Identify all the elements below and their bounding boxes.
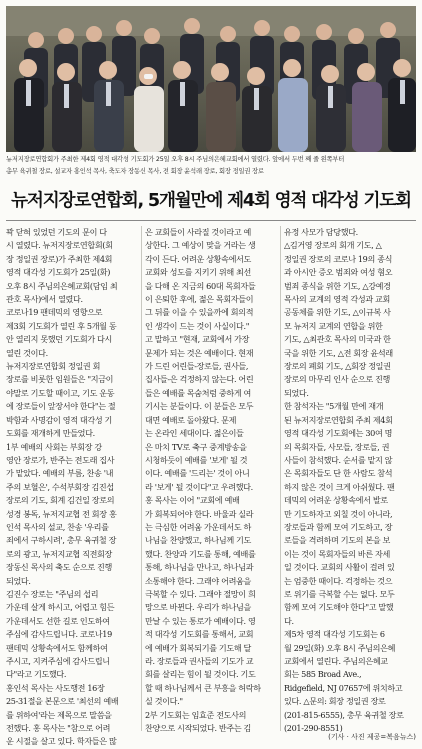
column-divider (280, 226, 281, 731)
article-line: 로의 광고, 뉴저지교협 직전회장 (6, 548, 112, 559)
article-line: 장 정일권 장로)가 주최한 제4회 (6, 253, 113, 264)
article-line: 장로의 마무리 인사 순으로 진행 (284, 374, 390, 385)
article-line: 극복할 수 있다. 그래야 절망이 희 (145, 588, 256, 599)
article-line: 상한다. 그 예상이 맞을 거라는 생 (145, 240, 256, 251)
article-line: 정일권 장로의 코로나 19의 종식 (284, 253, 393, 264)
photo-credit: (기사 · 사진 제공=복음뉴스) (328, 733, 416, 741)
article-line: 인석 목사의 설교, 찬송 '우리를 (6, 521, 109, 532)
article-line: 은 목회자들도 단 한 사람도 참석 (284, 468, 393, 479)
article-line: 기도, △최관호 목사의 미국과 한 (284, 334, 391, 345)
article-line: 적 대각성 기도회를 통해서, 교회 (145, 629, 254, 640)
article-line: 장동신 목사의 축도 순으로 진행 (6, 562, 112, 573)
article-line: 은 교회들이 사라질 것이라고 예 (145, 227, 251, 237)
article-line: 전했다. 홍 목사는 "참으로 어려 (6, 723, 111, 734)
group-photo (6, 6, 416, 152)
article-line: 에 예배가 회복되기를 기도해 달 (145, 642, 251, 653)
article-line: 제3회 기도회가 열린 후 5개월 동 (6, 320, 117, 331)
article-line: 데믹의 어려운 상황속에서 발로 (284, 495, 388, 506)
article-line: 찬양으로 시작되었다. 반주는 김 (145, 723, 251, 734)
article-line: 사들이 참석했다. 순서를 맡지 않 (284, 454, 393, 465)
article-line: 안 열리지 못했던 기도회가 다시 (6, 334, 112, 345)
article-line: 일 것이다. 교회의 사활이 걸려 있 (284, 562, 395, 573)
article-line: 대면 예배로 돌아왔다. 문제 (145, 414, 237, 425)
article-line: 집사들-은 걱정하지 않는다. 어린 (145, 374, 254, 385)
article-line: 기시는 분들이다. 이 분들은 모두 (145, 401, 254, 412)
article-line: 들은 예배를 목숨처럼 중하게 여 (145, 387, 251, 398)
article-line: (201-290-8551) (284, 723, 343, 734)
article-line: 영적 대각성 기도회에는 30여 명 (284, 428, 393, 439)
article-line: 영안 장로가, 반주는 전도래 집사 (6, 454, 115, 465)
article-line: 홍인석 목사는 사도행전 16장 (6, 682, 105, 693)
article-line: 주시고, 지켜주심에 감사드립니 (6, 656, 110, 666)
article-line: 장로들과 함께 모여 기도하고, 장 (284, 521, 393, 532)
article-line: 되었다. (6, 575, 31, 586)
article-headline: 뉴저지장로연합회, 5개월만에 제4회 영적 대각성 기도회 (11, 191, 411, 211)
article-line: 는 극심한 어려움 가운데서도 하 (145, 521, 251, 532)
article-line: 가 맡았다. 예배의 부름, 찬송 '내 (6, 468, 114, 479)
article-line: 팬데믹 상황속에서도 함께하여 (6, 642, 108, 653)
article-line: 꽉 닫혀 있었던 기도의 문이 다 (6, 227, 107, 237)
article-line: 고 말하고 "현재, 교회에서 가장 (145, 334, 250, 345)
caption-line-1: 뉴저지장로연합회가 주최한 제4회 영적 대각성 기도회가 25일 오후 8시 주님의은혜교회에서 열렸다. 앞에서 두번 째 줄 왼쪽부터 (6, 156, 345, 163)
article-line: 한 참석자는 "5개월 만에 재개 (284, 401, 384, 412)
article-line: 되었다. (284, 387, 309, 398)
article-line: 회는 585 Broad Ave., (284, 669, 362, 680)
group-photo-illustration (6, 6, 416, 152)
article-line: 유정 사모가 담당했다. (284, 227, 358, 237)
article-line: 제5차 영적 대각성 기도회는 6 (284, 629, 385, 640)
article-line: 죄에서 구하시려', 총무 육귀철 장 (6, 535, 117, 546)
article-line: 1부 예배의 사회는 부회장 강 (6, 441, 102, 452)
article-column-3 (284, 226, 416, 738)
article-line: 이는 것이 목회자들의 바른 자세 (284, 548, 390, 559)
article-line: 는 온라인 세대이다. 젊은이들 (145, 428, 244, 439)
article-line: 25-31절을 본문으로 '최선의 예배 (6, 696, 119, 707)
article-line: 가운데 살게 하시고, 어렵고 힘든 (6, 602, 115, 613)
article-line: 할 때 하나님께서 큰 부흥을 허락하 (145, 682, 261, 693)
article-line: 영적 대각성 기도회가 25일(화) (6, 267, 111, 278)
article-column-1 (6, 226, 138, 747)
article-line: 있다. △문의: 회장 정일권 장로 (284, 696, 386, 707)
article-line: (201-815-6555), 총무 육귀철 장로 (284, 709, 404, 720)
article-line: 운 시절을 살고 있다. 학자들은 많 (6, 736, 117, 747)
article-line: 국을 위한 기도, △전 회장 윤석래 (284, 347, 393, 358)
headline-divider (6, 220, 416, 221)
article-line: 공동체를 위한 기도, △이규복 사 (284, 307, 391, 318)
article-line: 성경 봉독, 뉴저지교협 전 회장 홍 (6, 508, 117, 519)
article-line: 라 '보게' 될 것이다"고 우려했다. (145, 481, 253, 492)
article-line: Ridgefield, NJ 07657에 위치하고 (284, 682, 403, 693)
article-line: 2부 기도회는 임효준 전도사의 (145, 709, 247, 720)
article-line: 오후 8시 주님의은혜교회(담임 최 (6, 280, 118, 291)
article-line: 망으로 바뀐다. 우리가 하나님을 (145, 602, 251, 613)
article-line: 각이 든다. 어려운 상황속에서도 (145, 253, 251, 264)
article-line: 된 뉴저지장로연합회 주최 제4회 (284, 414, 393, 425)
article-line: 장로의 기도, 회계 김건일 장로의 (6, 495, 115, 506)
article-line: 주의 보혈은', 수석부회장 김진섭 (6, 481, 114, 492)
article-line: 인 생각이 드는 것이 사실이다." (145, 320, 250, 331)
article-line: 문제가 되는 것은 예배이다. 현재 (145, 347, 254, 358)
article-line: 목사의 교계의 영적 각성과 교회 (284, 294, 390, 305)
article-line: 관호 목사)에서 열렸다. (6, 294, 83, 305)
article-line: 이 은퇴한 후에, 젊은 목회자들이 (145, 294, 254, 305)
article-line: 도회를 재개하게 만들었다. (6, 428, 95, 439)
article-line: 모 뉴저지 교계의 연합을 위한 (284, 320, 383, 331)
article-line: △김거영 장로의 회개 기도, △ (284, 240, 382, 251)
article-line: 가운데서도 선한 길로 인도하여 (6, 615, 110, 626)
article-line: 김진수 장로는 "주님의 섭리 (6, 588, 99, 599)
article-line: 을 다해 온 지금의 60대 목회자들 (145, 280, 256, 291)
article-line: 홍 목사는 이어 "교회에 예배 (145, 495, 240, 506)
article-line: 열린 것이다. (6, 347, 48, 358)
column-divider (141, 226, 142, 731)
article-line: 소통해야 한다. 그래야 어려움을 (145, 575, 251, 586)
article-line: 로들을 격려하며 기도의 본을 보 (284, 535, 390, 546)
article-line: 주심에 감사드립니다. 코로나19 (6, 629, 112, 640)
article-line: 시 열렸다. 뉴저지장로연합회(회 (6, 240, 113, 251)
article-line: 로 위기를 극복할 수는 없다. 모두 (284, 588, 395, 599)
article-line: 과 아시안 증오 범죄와 여성 혐오 (284, 267, 393, 278)
article-line: 다"라고 기도했다. (6, 669, 67, 680)
caption-line-2: 총무 육귀철 장로, 설교자 홍인석 목사, 축도자 장동신 목사, 전 회장 윤석래 장로, 회장 정일권 장로 (6, 168, 264, 175)
article-line: 만날 수 있는 통로가 예배이다. 영 (145, 615, 256, 626)
article-line: 시청하듯이 예배를 '보게' 될 것 (145, 454, 248, 465)
article-line: 에 장로들이 앞장서야 한다"는 절 (6, 401, 116, 412)
article-line: 교회에서 열린다. 주님의은혜교 (284, 656, 388, 666)
article-line: 이다. 예배를 '드리는' 것이 아니 (145, 468, 250, 479)
article-line: 장로의 폐회 기도, △회장 정일권 (284, 361, 391, 372)
article-line: 라. 장로들과 권사들의 기도가 교 (145, 656, 254, 666)
article-line: 야말로 기도할 때이고, 기도 운동 (6, 387, 115, 398)
article-line: 는 엄중한 때이다. 걱정하는 것으 (284, 575, 393, 586)
article-column-2 (145, 226, 277, 738)
article-line: 은 마치 TV로 축구 중계방송을 (145, 441, 247, 452)
article-line: 교회와 성도를 지키기 위해 최선 (145, 267, 251, 278)
article-line: 장로를 비롯한 임원들은 "지금이 (6, 374, 114, 385)
article-line: 범죄 종식을 위한 기도, △강예경 (284, 280, 391, 291)
article-line: 뉴저지장로연합회 정일권 회 (6, 361, 101, 372)
article-line: 다. (284, 615, 294, 626)
article-line: 하지 않은 것이 크게 아쉬웠다. 팬 (284, 481, 395, 492)
article-line: 회를 살리는 힘이 될 것이다. 기도 (145, 669, 256, 680)
article-line: 실 것이다." (145, 696, 183, 707)
article-line: 가 회복되어야 한다. 바울과 실라 (145, 508, 254, 519)
article-line: 그 뒤를 이을 수 있을까에 회의적 (145, 307, 254, 318)
article-line: 코로나19 팬데믹의 영향으로 (6, 307, 103, 318)
article-line: 했다. 찬양과 기도를 통해, 예배를 (145, 548, 256, 559)
article-line: 나님을 찬양했고, 하나님께 기도 (145, 535, 251, 546)
article-line: 함께 모여 기도해야 한다"고 말했 (284, 602, 394, 613)
article-line: 박함과 사명감이 영적 대각성 기 (6, 414, 112, 425)
article-line: 만 기도하자고 외칠 것이 아니라, (284, 508, 393, 519)
article-line: 의 목회자들, 사모들, 장로들, 권 (284, 441, 390, 452)
article-line: 통해, 하나님을 만나고, 하나님과 (145, 562, 254, 573)
photo-caption (6, 154, 416, 180)
article-line: 가 드린 어린들-장로들, 권사들, (145, 361, 249, 372)
article-line: 를 위하여'라는 제목으로 말씀을 (6, 709, 112, 720)
article-line: 월 29일(화) 오후 8시 주님의은혜 (284, 642, 396, 653)
